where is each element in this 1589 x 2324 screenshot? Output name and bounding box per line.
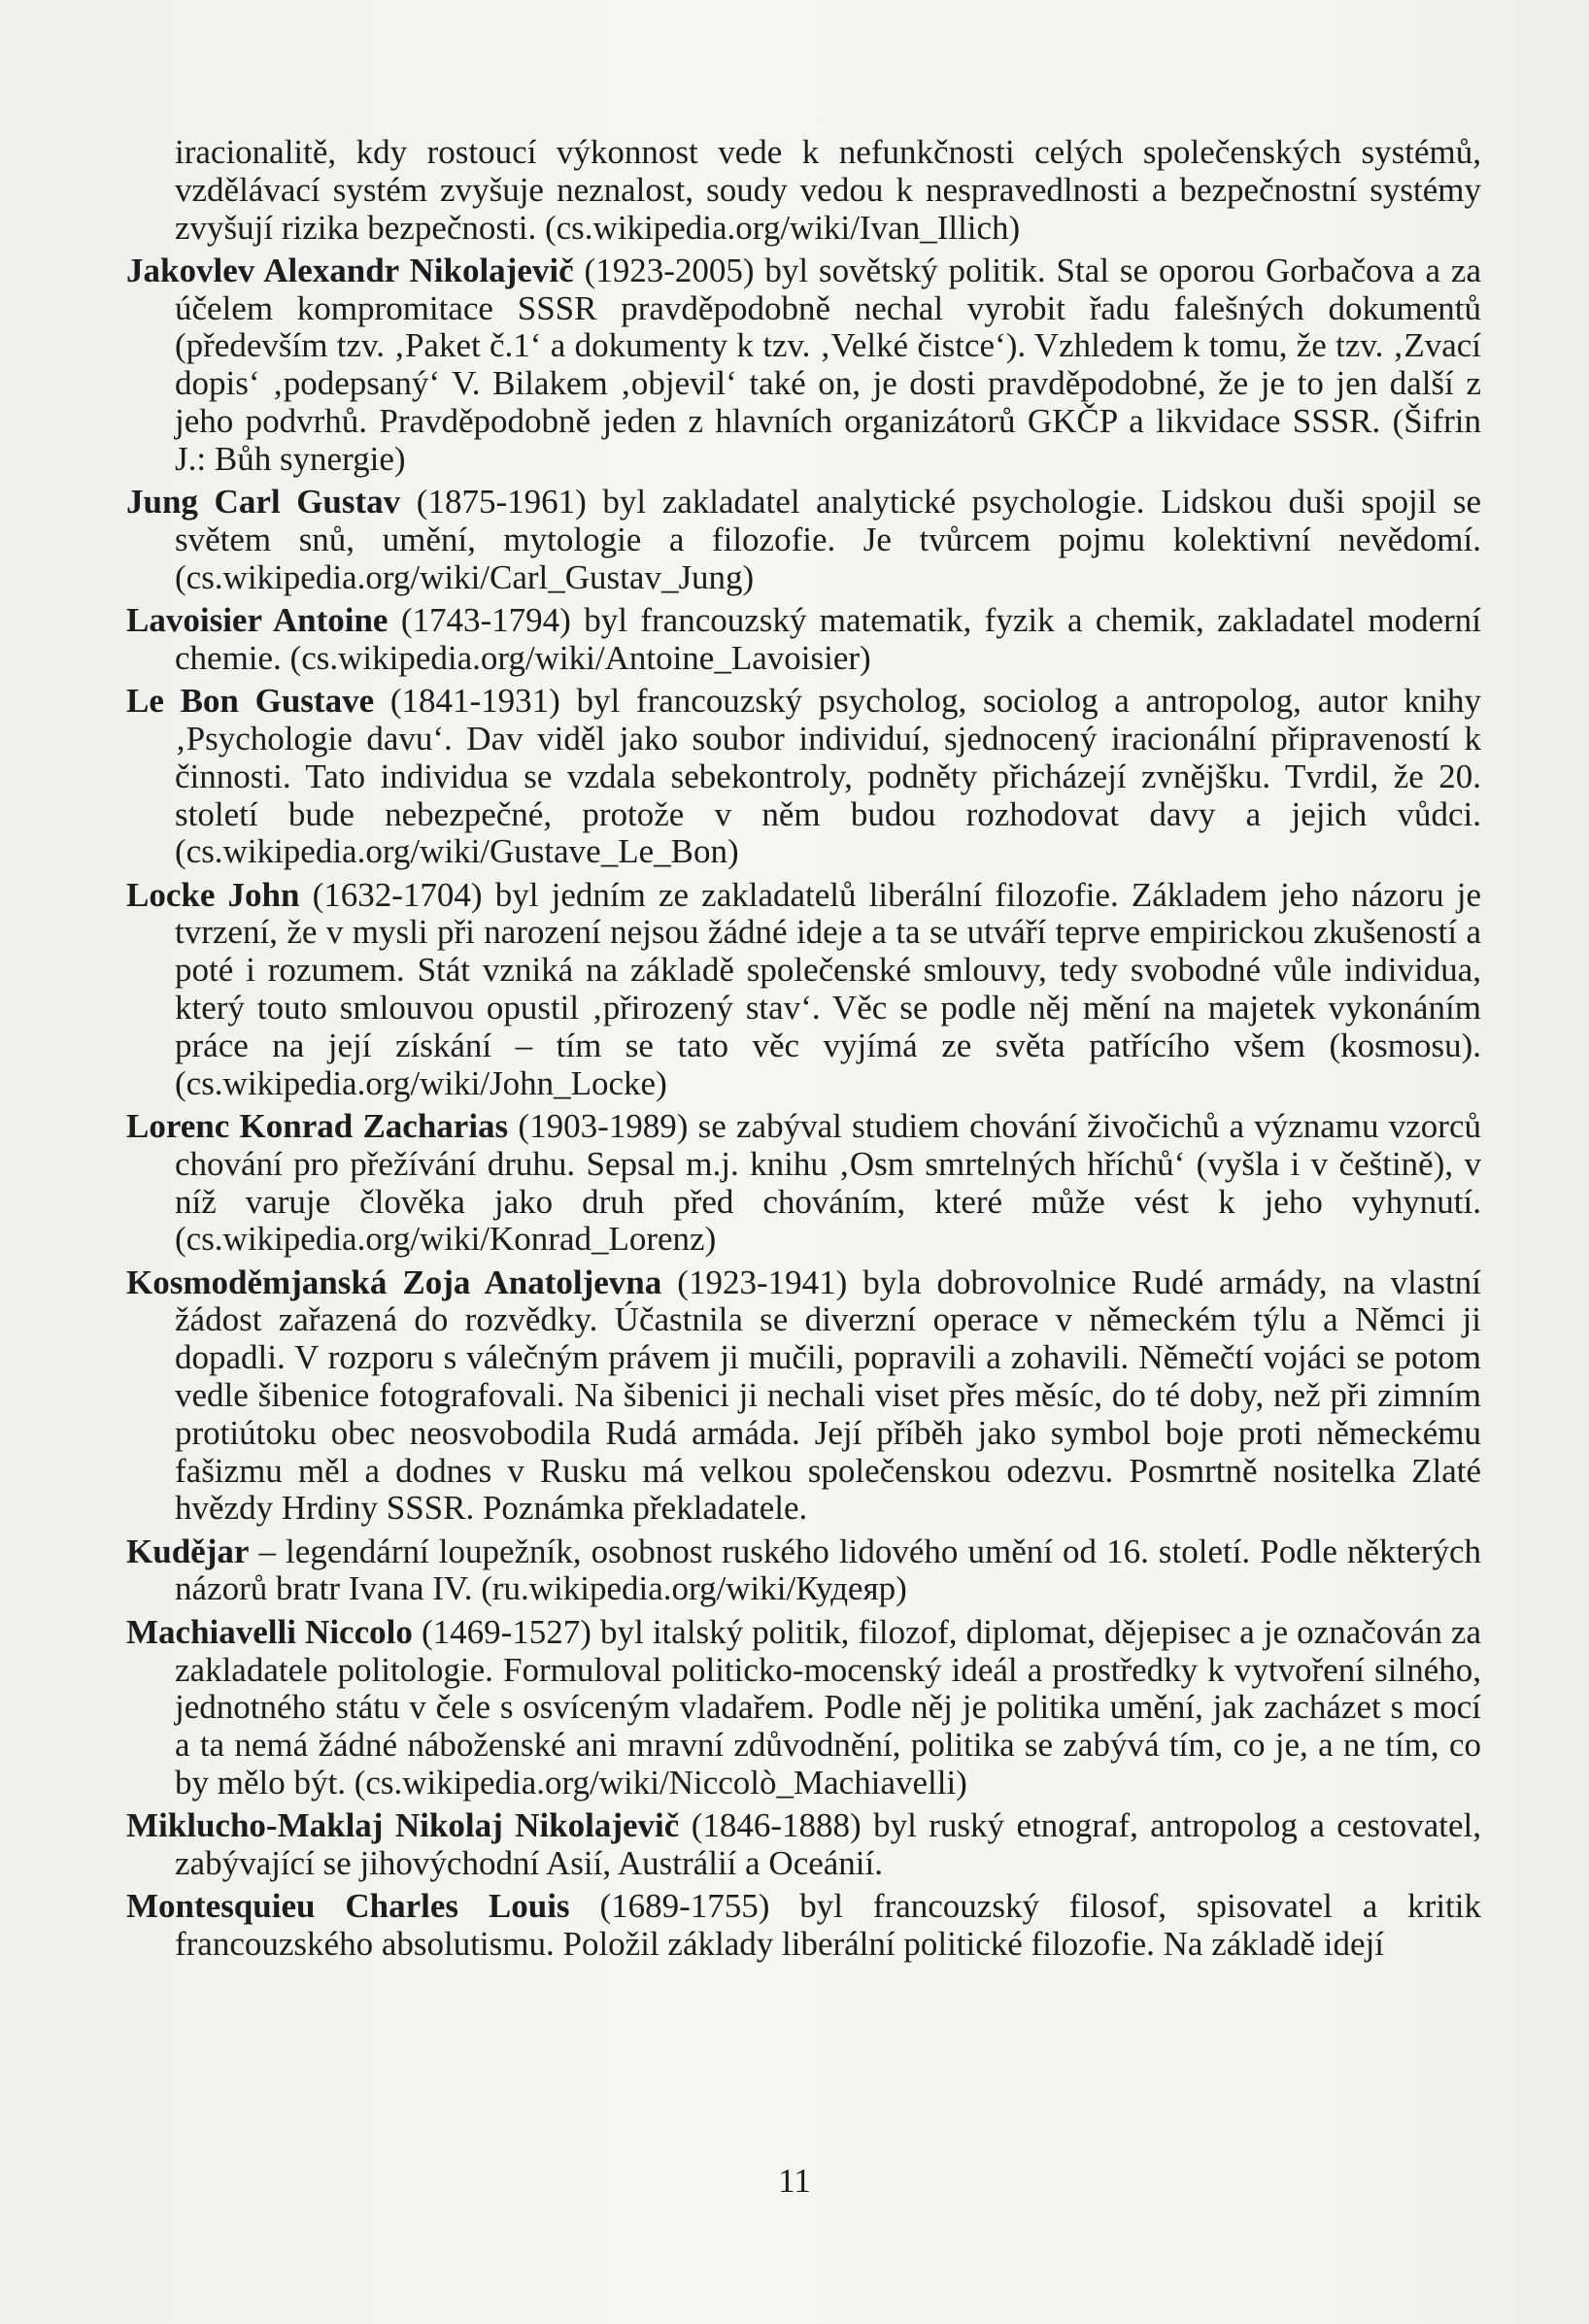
entry-jung: [126, 484, 1481, 596]
entry-text: (1923-2005) byl sovětský politik. Stal se oporou Gorbačova a za účelem kompromitace SSSR pravděpodobně nechal vyrobit řadu falešných dokumentů (především tzv. ‚Paket č.1‘ a dokumenty k tzv. ‚Velké čistce‘). Vzhledem k tomu, že tzv. ‚Zvací dopis‘ ‚podepsaný‘ V. Bilakem ‚objevil‘ také on, je dosti pravděpodobné, že je to jen další z jeho podvrhů. Pravděpodobně jeden z hlavních organizátorů GKČP a likvidace SSSR. (Šifrin J.: Bůh synergie): [175, 251, 1481, 478]
entry-text: (1743-1794) byl francouzský matematik, fyzik a chemik, zakladatel moderní chemie. (cs.wikipedia.org/wiki/Antoine_Lavoisier): [175, 601, 1481, 677]
glossary-text: [126, 134, 1481, 1969]
entry-text: (1841-1931) byl francouzský psycholog, sociolog a antropolog, autor knihy ‚Psychologie davu‘. Dav viděl jako soubor individuí, sjednocený iracionální připraveností k činnosti. Tato individua se vzdala sebekontroly, podněty přicházejí zvnějšku. Tvrdil, že 20. století bude nebezpečné, protože v něm budou rozhodovat davy a jejich vůdci. (cs.wikipedia.org/wiki/Gustave_Le_Bon): [175, 682, 1481, 871]
entry-text: (1632-1704) byl jedním ze zakladatelů liberální filozofie. Základem jeho názoru je tvrzení, že v mysli při narození nejsou žádné ideje a ta se utváří teprve empirickou zkušeností a poté i rozumem. Stát vzniká na základě společenské smlouvy, tedy svobodné vůle individua, který touto smlouvou opustil ‚přirozený stav‘. Věc se podle něj mění na majetek vykonáním práce na její získání – tím se tato věc vyjímá ze světa patřícího všem (kosmosu). (cs.wikipedia.org/wiki/John_Locke): [175, 875, 1481, 1102]
entry-montesquieu: [126, 1888, 1481, 1964]
entry-term: Jung Carl Gustav: [126, 483, 401, 522]
entry-text: (1923-1941) byla dobrovolnice Rudé armády, na vlastní žádost zařazená do rozvědky. Účastnila se diverzní operace v německém týlu a Němci ji dopadli. V rozporu s válečným právem ji mučili, popravili a zohavili. Němečtí vojáci se potom vedle šibenice fotografovali. Na šibenici ji nechali viset přes měsíc, do té doby, než při zimním protiútoku obec neosvobodila Rudá armáda. Její příběh jako symbol boje proti německému fašizmu měl a dodnes v Rusku má velkou společenskou odezvu. Posmrtně nositelka Zlaté hvězdy Hrdiny SSSR. Poznámka překladatele.: [175, 1263, 1481, 1528]
entry-text: – legendární loupežník, osobnost ruského lidového umění od 16. století. Podle některých názorů bratr Ivana IV. (ru.wikipedia.org/wiki/Кудеяр): [175, 1532, 1481, 1608]
entry-miklucho-maklaj: [126, 1807, 1481, 1883]
entry-term: Locke John: [126, 875, 300, 914]
entry-term: Kosmoděmjanská Zoja Anatoljevna: [126, 1263, 662, 1301]
entry-text: (1846-1888) byl ruský etnograf, antropolog a cestovatel, zabývající se jihovýchodní Asií, Austrálií a Oceánií.: [175, 1806, 1481, 1883]
entry-term: Lorenc Konrad Zacharias: [126, 1106, 509, 1145]
entry-text: (1469-1527) byl italský politik, filozof, diplomat, dějepisec a je označován za zakladatele politologie. Formuloval politicko-mocenský ideál a prostředky k vytvoření silného, jednotného státu v čele s osvíceným vladařem. Podle něj je politika umění, jak zacházet s mocí a ta nemá žádné náboženské ani mravní zdůvodnění, politika se zabývá tím, co je, a ne tím, co by mělo být. (cs.wikipedia.org/wiki/Niccolò_Machiavelli): [175, 1612, 1481, 1802]
entry-kudejar: [126, 1533, 1481, 1609]
entry-term: Miklucho-Maklaj Nikolaj Nikolajevič: [126, 1806, 680, 1845]
entry-text: (1903-1989) se zabýval studiem chování živočichů a významu vzorců chování pro přežívání druhu. Sepsal m.j. knihu ‚Osm smrtelných hříchů‘ (vyšla i v češtině), v níž varuje člověka jako druh před chováním, které může vést k jeho vyhynutí. (cs.wikipedia.org/wiki/Konrad_Lorenz): [175, 1106, 1481, 1259]
continuation-paragraph: iracionalitě, kdy rostoucí výkonnost vede k nefunkčnosti celých společenských systémů, vzdělávací systém zvyšuje neznalost, soudy vedou k nespravedlnosti a bezpečnostní systémy zvyšují rizika bezpečnosti. (cs.wikipedia.org/wiki/Ivan_Illich): [175, 133, 1481, 247]
entry-term: Jakovlev Alexandr Nikolajevič: [126, 251, 574, 289]
entry-text: (1875-1961) byl zakladatel analytické psychologie. Lidskou duši spojil se světem snů, umění, mytologie a filozofie. Je tvůrcem pojmu kolektivní nevědomí. (cs.wikipedia.org/wiki/Carl_Gustav_Jung): [175, 483, 1481, 596]
entry-le-bon: [126, 683, 1481, 871]
entry-term: Montesquieu Charles Louis: [126, 1887, 570, 1926]
entry-term: Lavoisier Antoine: [126, 601, 389, 640]
entry-term: Le Bon Gustave: [126, 682, 375, 721]
page-number: 11: [778, 2162, 811, 2200]
entry-lorenc: [126, 1108, 1481, 1259]
entry-term: Machiavelli Niccolo: [126, 1612, 413, 1651]
entry-term: Kudějar: [126, 1532, 250, 1570]
entry-lavoisier: [126, 602, 1481, 678]
entry-kosmodemjanska: [126, 1264, 1481, 1529]
entry-machiavelli: [126, 1614, 1481, 1802]
entry-jakovlev: [126, 253, 1481, 479]
entry-locke: [126, 877, 1481, 1103]
entry-text: (1689-1755) byl francouzský filosof, spisovatel a kritik francouzského absolutismu. Položil základy liberální politické filozofie. Na základě idejí: [175, 1887, 1481, 1964]
